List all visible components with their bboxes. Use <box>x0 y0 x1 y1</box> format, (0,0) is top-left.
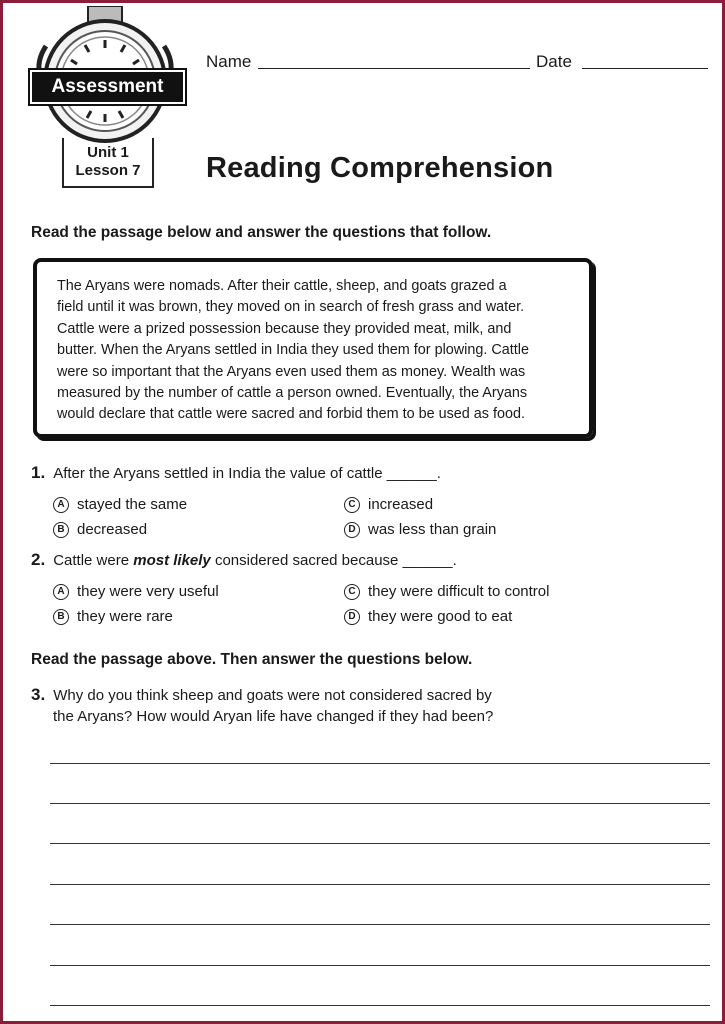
choice-bubble[interactable]: C <box>344 497 360 513</box>
choice-text: they were rare <box>77 608 173 625</box>
choice-2a[interactable] <box>53 583 219 600</box>
passage-line: were so important that the Aryans even used them as money. Wealth was <box>57 363 526 380</box>
choice-2b[interactable] <box>53 608 173 625</box>
passage-line: The Aryans were nomads. After their cattle, sheep, and goats grazed a <box>57 278 507 294</box>
choice-bubble[interactable]: D <box>344 522 360 538</box>
choice-bubble[interactable]: A <box>53 584 69 600</box>
answer-line[interactable] <box>50 965 710 966</box>
choice-text: stayed the same <box>77 496 188 513</box>
unit-lesson-box <box>62 138 154 188</box>
choice-bubble[interactable]: C <box>344 584 360 600</box>
question-number: 2. <box>31 550 46 569</box>
choice-bubble[interactable]: B <box>53 609 69 625</box>
choice-2c[interactable] <box>344 583 549 600</box>
question-3 <box>31 685 492 705</box>
choice-bubble[interactable]: D <box>344 609 360 625</box>
choice-bubble[interactable]: A <box>53 497 69 513</box>
choice-1b[interactable] <box>53 521 147 538</box>
answer-line[interactable] <box>50 884 710 885</box>
passage-box <box>33 258 593 438</box>
assessment-label: Assessment <box>30 70 185 104</box>
passage-text <box>57 276 571 426</box>
choice-1c[interactable] <box>344 496 433 513</box>
choice-1a[interactable] <box>53 496 187 513</box>
passage-line: measured by the number of cattle a person owned. Eventually, the Aryans <box>57 385 528 402</box>
name-date-row <box>206 50 711 74</box>
name-label: Name <box>206 52 252 71</box>
choice-text: decreased <box>77 521 148 538</box>
name-field[interactable] <box>258 68 530 69</box>
question-number: 3. <box>31 685 46 704</box>
choice-text: they were very useful <box>77 583 219 600</box>
passage-line: butter. When the Aryans settled in India they used them for plowing. Cattle <box>57 342 529 359</box>
passage-line: field until it was brown, they moved on in search of fresh grass and water. <box>57 299 525 316</box>
instructions-passage: Read the passage below and answer the questions that follow. <box>31 224 492 241</box>
choice-text: increased <box>368 496 434 513</box>
date-field[interactable] <box>582 68 708 69</box>
passage-line: would declare that cattle were sacred and forbid them to be used as food. <box>57 406 525 423</box>
question-emphasis: most likely <box>133 552 211 569</box>
passage-line: Cattle were a prized possession because they provided meat, milk, and <box>57 320 512 337</box>
question-3-line2: the Aryans? How would Aryan life have changed if they had been? <box>53 708 494 725</box>
choice-text: they were good to eat <box>368 608 513 625</box>
unit-label: Unit 1 <box>87 144 129 161</box>
instructions-questions: Read the passage above. Then answer the questions below. <box>31 651 473 668</box>
question-text: After the Aryans settled in India the value of cattle ______. <box>53 465 441 482</box>
answer-line[interactable] <box>50 843 710 844</box>
question-1 <box>31 463 441 483</box>
question-2 <box>31 550 457 570</box>
page-title: Reading Comprehension <box>206 152 554 184</box>
date-label: Date <box>536 52 572 71</box>
choice-text: they were difficult to control <box>368 583 550 600</box>
question-text-line1: Why do you think sheep and goats were not considered sacred by <box>53 687 492 704</box>
question-text-start: Cattle were <box>53 552 134 569</box>
answer-line[interactable] <box>50 763 710 764</box>
answer-line[interactable] <box>50 924 710 925</box>
choice-bubble[interactable]: B <box>53 522 69 538</box>
lesson-label: Lesson 7 <box>75 162 141 179</box>
answer-line[interactable] <box>50 1005 710 1006</box>
choice-1d[interactable] <box>344 521 496 538</box>
question-text-end: considered sacred because ______. <box>210 552 457 569</box>
choice-text: was less than grain <box>368 521 497 538</box>
answer-line[interactable] <box>50 803 710 804</box>
question-number: 1. <box>31 463 46 482</box>
choice-2d[interactable] <box>344 608 512 625</box>
